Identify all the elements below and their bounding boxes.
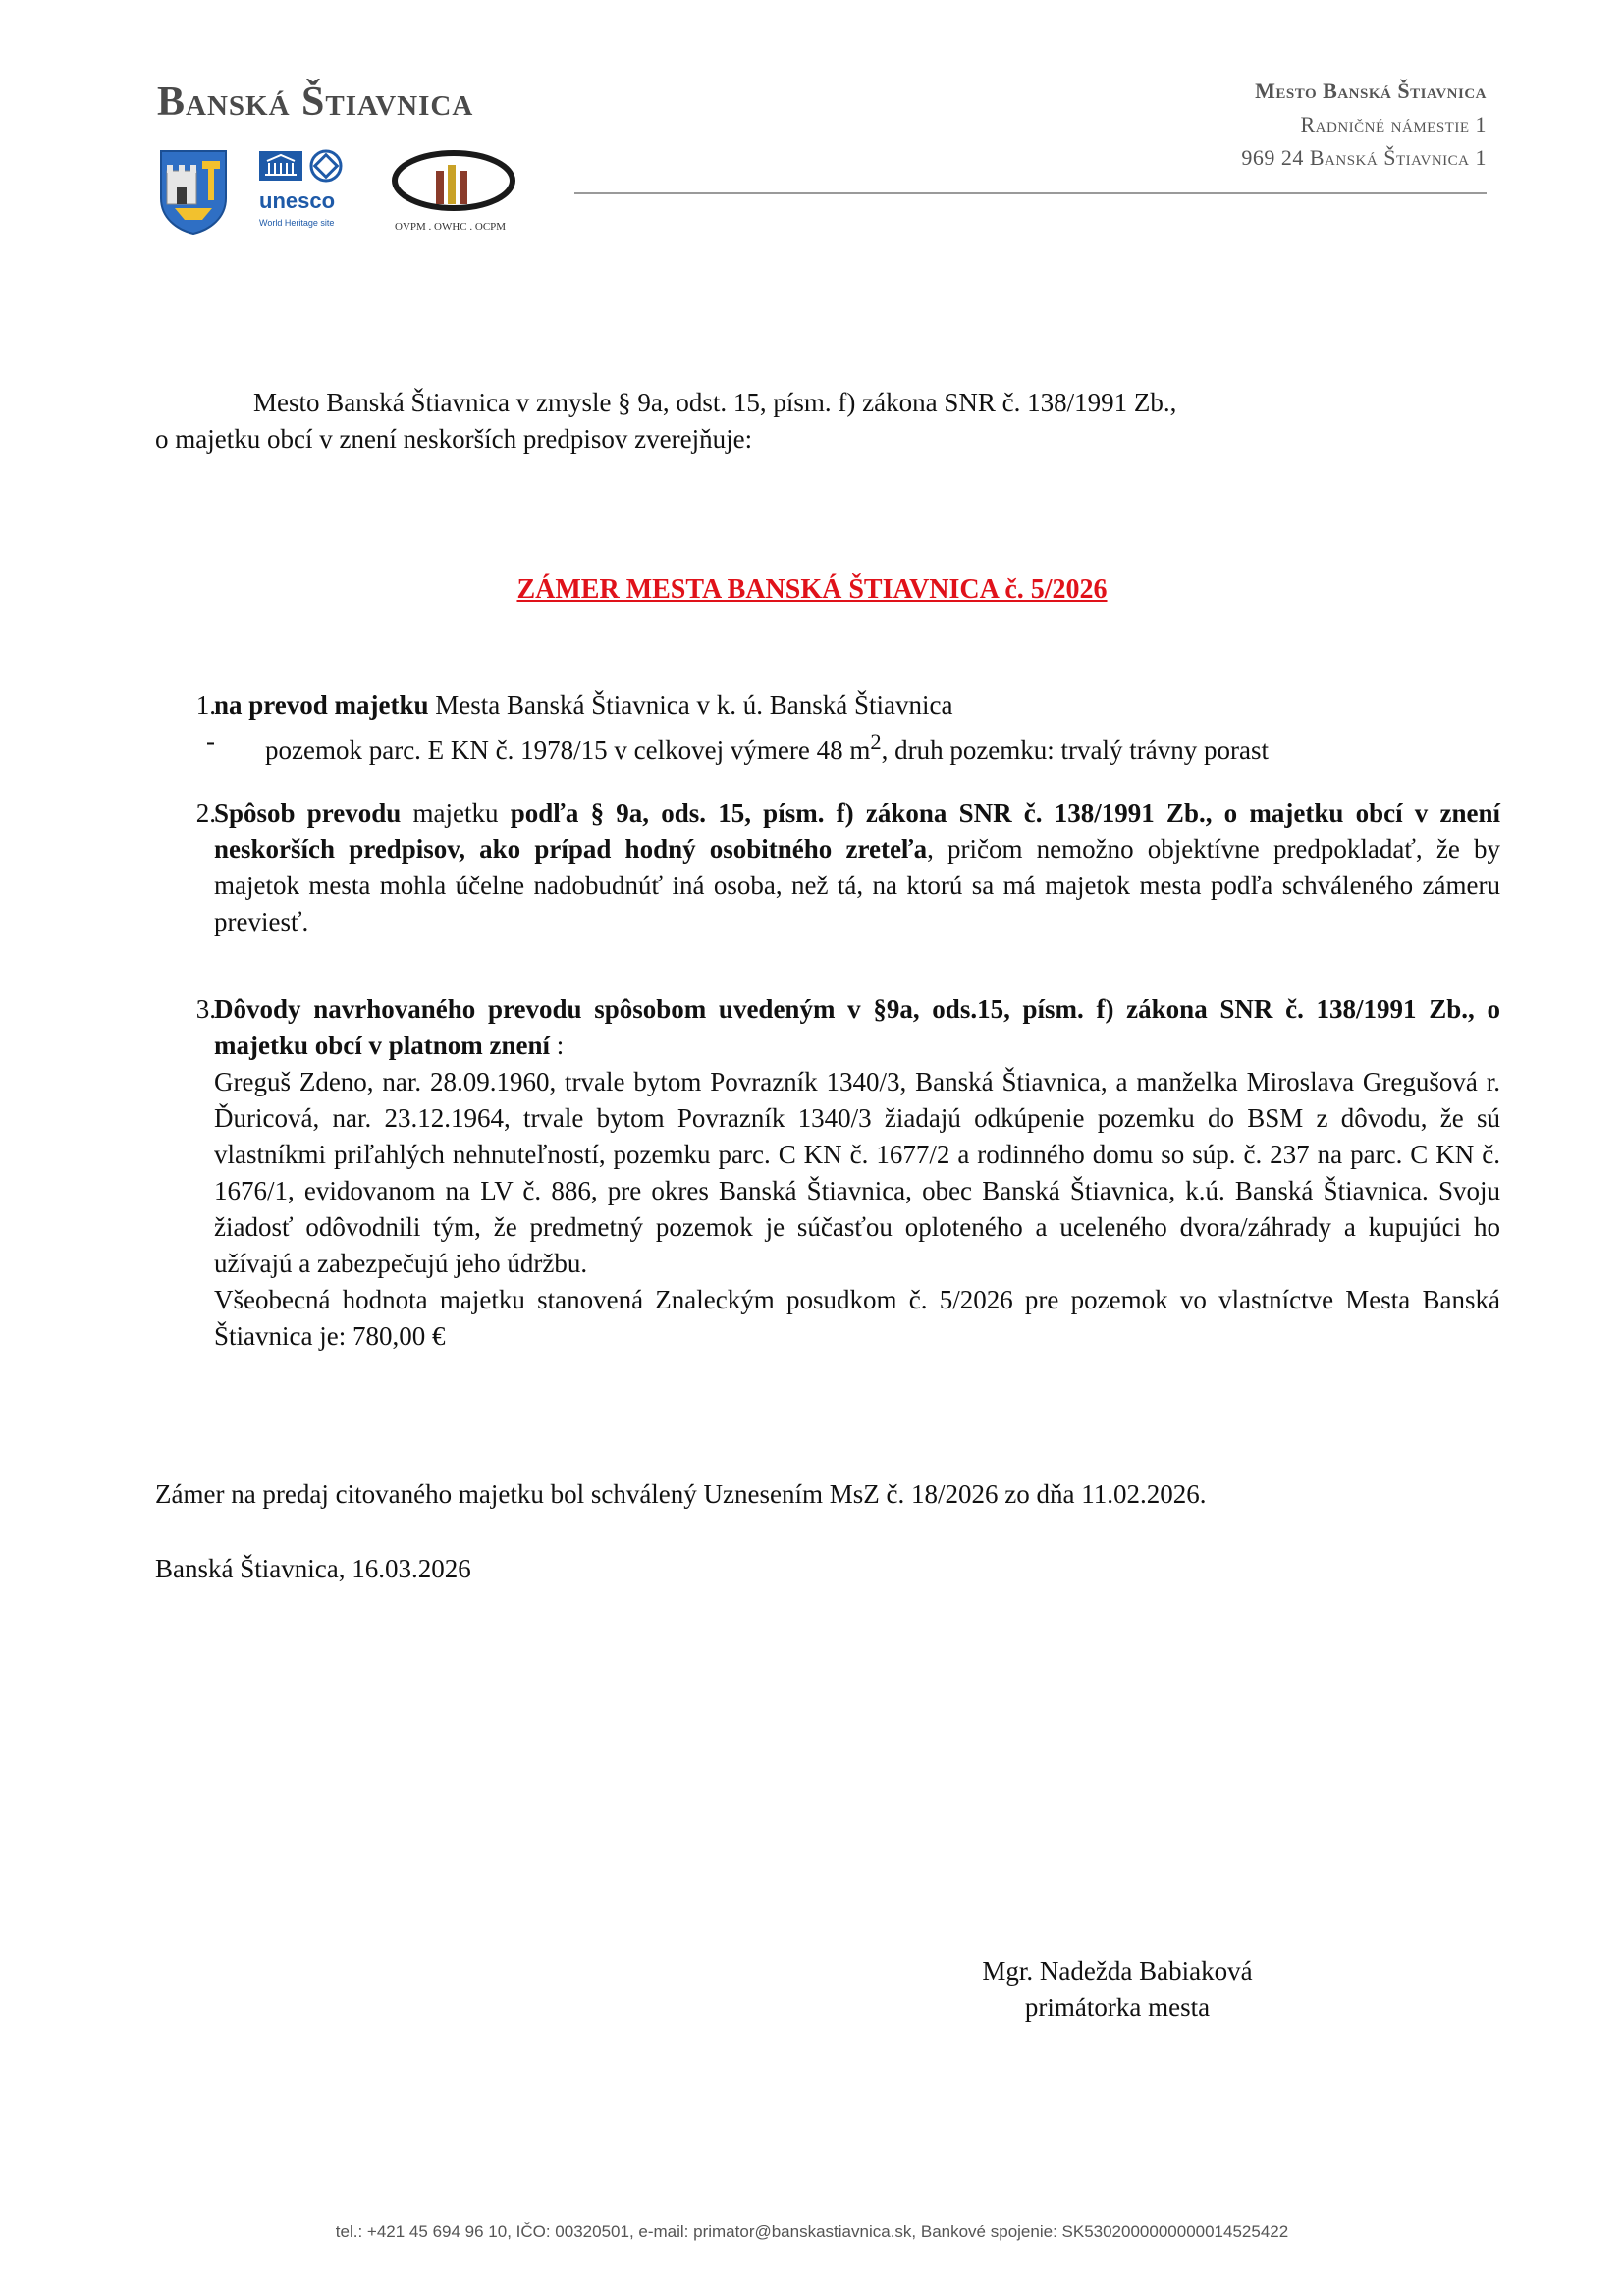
list-item-3	[157, 991, 1500, 1355]
signatory-role: primátorka mesta	[1024, 1993, 1211, 2022]
list-item-1	[157, 687, 1500, 769]
signature-block	[862, 1953, 1373, 2026]
ovpm-logo	[389, 147, 518, 236]
place-date: Banská Štiavnica, 16.03.2026	[155, 1554, 471, 1583]
item-2-text	[214, 795, 1500, 940]
city-crest-logo	[157, 147, 230, 236]
list-number: 1.	[195, 690, 216, 720]
valuation-paragraph: Všeobecná hodnota majetku stanovená Znaleckým posudkom č. 5/2026 pre pozemok vo vlastníctve Mesta Banská Štiavnica je: 780,00 €	[214, 1285, 1500, 1351]
brand-title: Banská Štiavnica	[157, 80, 474, 125]
parcel-type-text: , druh pozemku: trvalý trávny porast	[881, 735, 1269, 765]
intro-line-2: o majetku obcí v znení neskorších predpisov zverejňuje:	[155, 424, 753, 454]
item-2-bold-a: Spôsob prevodu	[214, 798, 402, 828]
office-address	[1241, 75, 1487, 175]
item-3-heading	[214, 991, 1500, 1064]
list-item-2	[157, 795, 1500, 940]
list-number: 2.	[195, 798, 216, 828]
area-unit-superscript: 2	[870, 729, 882, 754]
item-2-bold-b: podľa § 9a, ods. 15, písm. f) zákona SNR č. 138/1991 Zb., o majetku obcí v znení neskorších predpisov, ako prípad hodný osobitného zreteľa	[214, 798, 1500, 864]
document-title: ZÁMER MESTA BANSKÁ ŠTIAVNICA č. 5/2026	[516, 574, 1108, 605]
unesco-text: unesco	[259, 188, 336, 213]
dash-bullet: -	[206, 726, 215, 756]
item-2-mid: majetku	[401, 798, 511, 828]
parcel-text: pozemok parc. E KN č. 1978/15 v celkovej výmere 48 m	[265, 735, 871, 765]
unesco-logo	[255, 147, 353, 236]
address-line-1: Mesto Banská Štiavnica	[1255, 79, 1487, 103]
intro-line-1: Mesto Banská Štiavnica v zmysle § 9a, odst. 15, písm. f) zákona SNR č. 138/1991 Zb.,	[253, 388, 1177, 417]
footer-contact: tel.: +421 45 694 96 10, IČO: 00320501, e-mail: primator@banskastiavnica.sk, Bankové spojenie: SK5302000000000014525422	[335, 2222, 1289, 2241]
item-3-colon: :	[550, 1031, 565, 1060]
item-1-bold: na prevod majetku	[214, 690, 429, 720]
list-number: 3.	[195, 994, 216, 1024]
unesco-subtext: World Heritage site	[259, 218, 335, 228]
item-1-rest: Mesta Banská Štiavnica v k. ú. Banská Štiavnica	[428, 690, 953, 720]
address-line-3: 969 24 Banská Štiavnica 1	[1241, 145, 1487, 170]
intro-paragraph	[155, 385, 1500, 457]
item-1-subitem	[206, 723, 1500, 769]
ovpm-text: OVPM . OWHC . OCPM	[395, 221, 507, 233]
header-divider	[574, 192, 1487, 194]
address-line-2: Radničné námestie 1	[1300, 112, 1487, 136]
item-2-rest: , pričom nemožno objektívne predpokladať, že by majetok mesta mohla účelne nadobudnúť iná osoba, než tá, na ktorú sa má majetok mesta podľa schváleného zámeru previesť.	[214, 834, 1500, 936]
item-3-paragraph: Greguš Zdeno, nar. 28.09.1960, trvale bytom Povrazník 1340/3, Banská Štiavnica, a manželka Miroslava Gregušová r. Ďuricová, nar. 23.12.1964, trvale bytom Povrazník 1340/3 žiadajú odkúpenie pozemku do BSM z dôvodu, že sú vlastníkmi priľahlých nehnuteľností, pozemku parc. C KN č. 1677/2 a rodinného domu so súp. č. 237 na parc. C KN č. 1676/1, evidovanom na LV č. 886, pre okres Banská Štiavnica, obec Banská Štiavnica, k.ú. Banská Štiavnica. Svoju žiadosť odôvodnili tým, že predmetný pozemok je súčasťou oploteného a uceleného dvora/záhrady a kupujúci ho užívajú a zabezpečujú jeho údržbu.	[214, 1067, 1500, 1278]
approval-statement: Zámer na predaj citovaného majetku bol schválený Uznesením MsZ č. 18/2026 zo dňa 11.02.2026.	[155, 1479, 1207, 1509]
signatory-name: Mgr. Nadežda Babiaková	[982, 1956, 1253, 1986]
item-1-heading	[214, 687, 1500, 723]
item-3-bold: Dôvody navrhovaného prevodu spôsobom uvedeným v §9a, ods.15, písm. f) zákona SNR č. 138/1991 Zb., o majetku obcí v platnom znení	[214, 994, 1500, 1060]
